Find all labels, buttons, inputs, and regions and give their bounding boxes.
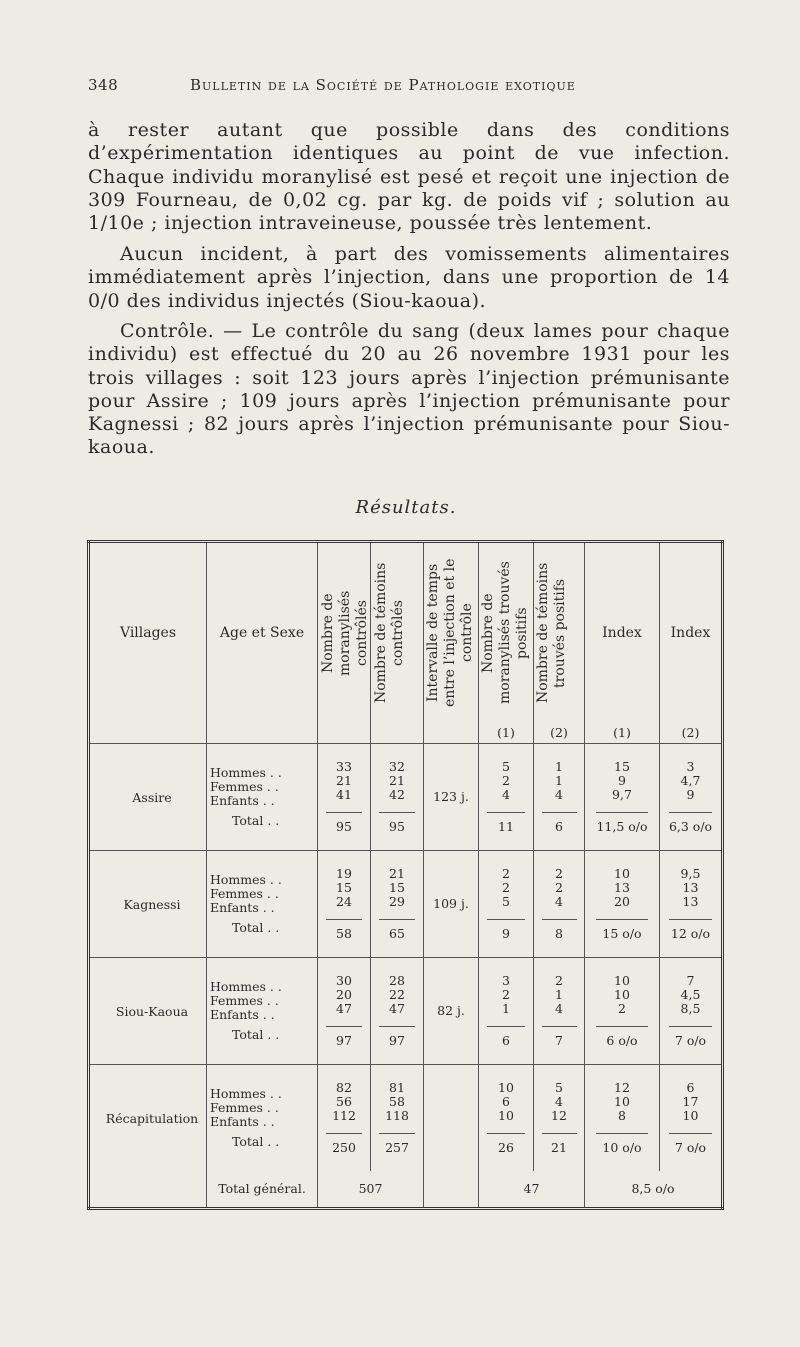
col-intervalle: Intervalle de temps entre l’injection et le contrôle	[425, 558, 475, 708]
value-cell	[479, 744, 534, 851]
value: 2	[555, 866, 563, 881]
village-cell	[89, 851, 207, 958]
footnote-mark: (2)	[681, 725, 700, 740]
total-value: 11	[498, 819, 514, 834]
village-cell	[89, 744, 207, 851]
footnote-mark: (1)	[585, 723, 660, 744]
grand-total-positifs: 47	[523, 1181, 540, 1196]
value-cell	[534, 1065, 585, 1172]
age-cell	[207, 958, 318, 1065]
value: 4	[555, 1094, 563, 1109]
value: 12	[551, 1108, 567, 1123]
grand-total-label-cell	[207, 1171, 318, 1209]
age-label: Femmes . .	[210, 886, 279, 901]
col-moranylises-positifs: Nombre de moranylisés trouvés positifs	[480, 561, 530, 705]
grand-total-index-cell	[585, 1171, 723, 1209]
age-label: Hommes . .	[210, 979, 282, 994]
value: 2	[618, 1001, 626, 1016]
value: 32	[389, 759, 405, 774]
village-name: Récapitulation	[105, 1110, 199, 1126]
empty-cell	[424, 1171, 479, 1209]
value: 4	[555, 894, 563, 909]
value: 82	[336, 1080, 352, 1095]
value: 1	[555, 759, 563, 774]
total-value: 6 o/o	[606, 1033, 638, 1048]
age-cell	[207, 744, 318, 851]
total-value: 26	[498, 1140, 514, 1155]
value-cell	[371, 1065, 424, 1172]
interval-value: 82 j.	[437, 1003, 465, 1018]
value: 15	[389, 880, 405, 895]
value-cell	[371, 851, 424, 958]
value: 29	[389, 894, 405, 909]
page-number: 348	[88, 76, 119, 94]
value: 7	[686, 973, 695, 988]
value: 42	[389, 787, 405, 802]
value: 5	[502, 759, 510, 774]
age-label: Enfants . .	[210, 1114, 275, 1129]
table-group-row	[89, 958, 723, 1065]
value: 17	[682, 1094, 699, 1109]
value-cell	[585, 958, 660, 1065]
value: 21	[389, 866, 405, 881]
value-cell	[371, 958, 424, 1065]
total-value: 6	[502, 1033, 510, 1048]
total-value: 11,5 o/o	[596, 819, 648, 834]
value: 20	[336, 987, 352, 1002]
value: 2	[502, 987, 510, 1002]
total-label: Total . .	[232, 813, 280, 828]
value: 10	[682, 1108, 699, 1123]
value: 10	[614, 1094, 630, 1109]
total-value: 7	[555, 1033, 563, 1048]
interval-cell	[424, 851, 479, 958]
value: 56	[336, 1094, 352, 1109]
table-group-row	[89, 851, 723, 958]
total-value: 7 o/o	[674, 1140, 707, 1155]
value: 4	[502, 787, 510, 802]
value-cell	[318, 958, 371, 1065]
value-cell	[318, 851, 371, 958]
interval-value: 109 j.	[433, 896, 469, 911]
value: 33	[336, 759, 352, 774]
value: 1	[502, 1001, 510, 1016]
value: 10	[614, 987, 630, 1002]
value-cell	[660, 744, 723, 851]
value: 118	[385, 1108, 409, 1123]
results-table	[87, 540, 724, 1210]
value: 22	[389, 987, 405, 1002]
total-value: 6,3 o/o	[668, 819, 713, 834]
value: 81	[389, 1080, 405, 1095]
age-label: Enfants . .	[210, 1007, 275, 1022]
value: 4	[555, 787, 563, 802]
value-cell	[585, 744, 660, 851]
value: 5	[555, 1080, 563, 1095]
village-name: Assire	[132, 789, 172, 805]
age-label: Femmes . .	[210, 993, 279, 1008]
col-villages: Villages	[119, 625, 177, 641]
value: 47	[389, 1001, 405, 1016]
value-cell	[534, 744, 585, 851]
age-label: Hommes . .	[210, 765, 282, 780]
total-label: Total . .	[232, 920, 280, 935]
value: 13	[682, 894, 699, 909]
paragraph-3: Contrôle. — Le contrôle du sang (deux lames pour chaque individu) est effectué du 20 au 26 novembre 1931 pour les trois villages : soit 123 jours après l’injection prémunisante pour Assire ; 109 jours après l’injection prémunisante pour Kagnessi ; 82 jours après l’injection prémunisante pour Siou-kaoua.	[88, 320, 730, 459]
total-value: 97	[336, 1033, 352, 1048]
total-value: 8	[555, 926, 563, 941]
age-label: Femmes . .	[210, 1100, 279, 1115]
value: 9	[618, 773, 626, 788]
total-value: 21	[551, 1140, 567, 1155]
value: 30	[336, 973, 352, 988]
value: 12	[614, 1080, 630, 1095]
col-temoins-positifs: Nombre de témoins trouvés positifs	[535, 562, 568, 704]
age-label: Enfants . .	[210, 900, 275, 915]
value: 2	[502, 866, 510, 881]
grand-total-label: Total général.	[218, 1181, 306, 1196]
value: 58	[389, 1094, 405, 1109]
total-value: 15 o/o	[602, 926, 642, 941]
total-value: 65	[389, 926, 405, 941]
footnote-row	[89, 723, 723, 744]
value: 10	[614, 866, 630, 881]
value: 21	[336, 773, 352, 788]
value-cell	[479, 958, 534, 1065]
total-value: 97	[389, 1033, 405, 1048]
age-label: Hommes . .	[210, 1086, 282, 1101]
grand-total-index: 8,5 o/o	[631, 1181, 675, 1196]
value: 2	[502, 773, 510, 788]
paragraph-1: à rester autant que possible dans des conditions d’expérimentation identiques au point de vue infection. Chaque individu moranylisé est pesé et reçoit une injection de 309 Fourneau, de 0,02 cg. par kg. de poids vif ; solution au 1/10e ; injection intraveineuse, poussée très lentement.	[88, 119, 730, 235]
grand-total-row	[89, 1171, 723, 1209]
value: 13	[614, 880, 630, 895]
value-cell	[660, 851, 723, 958]
value-cell	[660, 958, 723, 1065]
value-cell	[585, 1065, 660, 1172]
age-cell	[207, 851, 318, 958]
value: 13	[682, 880, 699, 895]
total-value: 12 o/o	[670, 926, 711, 941]
value: 10	[498, 1080, 514, 1095]
total-value: 9	[502, 926, 510, 941]
col-moranylises: Nombre de moranylisés contrôlés	[320, 590, 370, 676]
value: 19	[336, 866, 352, 881]
total-value: 95	[389, 819, 405, 834]
value-cell	[660, 1065, 723, 1172]
total-value: 7 o/o	[674, 1033, 707, 1048]
age-label: Hommes . .	[210, 872, 282, 887]
journal-title: Bulletin de la Société de Pathologie exotique	[190, 76, 576, 94]
value: 10	[498, 1108, 514, 1123]
value: 6	[502, 1094, 510, 1109]
total-label: Total . .	[232, 1134, 280, 1149]
value: 1	[555, 987, 563, 1002]
grand-total-positifs-cell	[479, 1171, 585, 1209]
total-value: 257	[385, 1140, 409, 1155]
value-cell	[534, 851, 585, 958]
value-cell	[318, 744, 371, 851]
value: 15	[336, 880, 352, 895]
value: 6	[686, 1080, 695, 1095]
value: 8	[618, 1108, 626, 1123]
value-cell	[534, 958, 585, 1065]
village-name: Siou-Kaoua	[115, 1003, 189, 1019]
value: 28	[389, 973, 405, 988]
value: 9,5	[680, 866, 701, 881]
interval-cell	[424, 1065, 479, 1172]
grand-total-controles-cell	[318, 1171, 424, 1209]
value-cell	[479, 851, 534, 958]
value: 47	[336, 1001, 352, 1016]
footnote-mark: (2)	[534, 723, 585, 744]
paragraph-2: Aucun incident, à part des vomissements alimentaires immédiatement après l’injection, dans une proportion de 14 0/0 des individus injectés (Siou-kaoua).	[88, 243, 730, 312]
interval-cell	[424, 958, 479, 1065]
value: 4,7	[680, 773, 701, 788]
footnote-mark: (1)	[479, 723, 534, 744]
value: 8,5	[680, 1001, 701, 1016]
value: 5	[502, 894, 510, 909]
value-cell	[318, 1065, 371, 1172]
value: 15	[614, 759, 630, 774]
age-label: Enfants . .	[210, 793, 275, 808]
value: 3	[686, 759, 695, 774]
results-subtitle: Résultats.	[355, 497, 457, 518]
village-cell	[89, 1065, 207, 1172]
value: 20	[614, 894, 630, 909]
grand-total-controles: 507	[358, 1181, 383, 1196]
value: 1	[555, 773, 563, 788]
value: 9	[686, 787, 695, 802]
table-group-row	[89, 1065, 723, 1172]
value-cell	[479, 1065, 534, 1172]
value: 10	[614, 973, 630, 988]
age-cell	[207, 1065, 318, 1172]
value: 3	[502, 973, 510, 988]
value: 2	[555, 973, 563, 988]
col-index-2: Index	[670, 625, 711, 641]
value: 9,7	[612, 787, 632, 802]
col-index-1: Index	[602, 625, 642, 641]
value: 4,5	[680, 987, 701, 1002]
village-cell	[89, 958, 207, 1065]
col-temoins: Nombre de témoins contrôlés	[373, 562, 406, 704]
total-value: 95	[336, 819, 352, 834]
value: 2	[555, 880, 563, 895]
col-age-sexe: Age et Sexe	[219, 625, 305, 641]
empty-cell	[89, 1171, 207, 1209]
table-header-row	[89, 542, 723, 724]
total-value: 58	[336, 926, 352, 941]
value: 4	[555, 1001, 563, 1016]
table-group-row	[89, 744, 723, 851]
total-value: 10 o/o	[602, 1140, 642, 1155]
value: 24	[336, 894, 352, 909]
interval-cell	[424, 744, 479, 851]
value: 2	[502, 880, 510, 895]
value: 41	[336, 787, 352, 802]
interval-value: 123 j.	[433, 789, 469, 804]
value: 112	[332, 1108, 356, 1123]
value-cell	[371, 744, 424, 851]
value-cell	[585, 851, 660, 958]
value: 21	[389, 773, 405, 788]
total-value: 250	[332, 1140, 356, 1155]
total-label: Total . .	[232, 1027, 280, 1042]
age-label: Femmes . .	[210, 779, 279, 794]
village-name: Kagnessi	[123, 896, 181, 912]
total-value: 6	[555, 819, 563, 834]
